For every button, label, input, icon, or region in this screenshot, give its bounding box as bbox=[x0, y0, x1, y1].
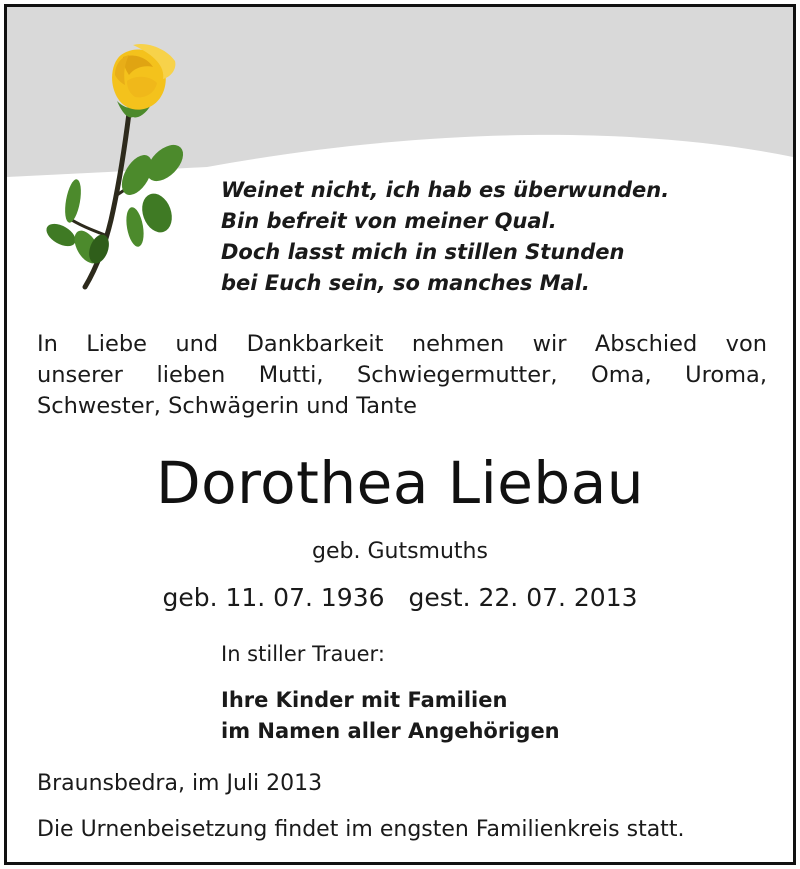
mourner-line: im Namen aller Angehörigen bbox=[221, 719, 560, 743]
mourners bbox=[221, 685, 560, 747]
death-date: gest. 22. 07. 2013 bbox=[408, 583, 638, 612]
leaf bbox=[43, 219, 80, 251]
mourner-line: Ihre Kinder mit Familien bbox=[221, 688, 508, 712]
maiden-name: geb. Gutsmuths bbox=[312, 539, 488, 564]
poem-line: Weinet nicht, ich hab es überwunden. bbox=[221, 178, 670, 202]
poem-line: bei Euch sein, so manches Mal. bbox=[221, 271, 590, 295]
farewell-intro bbox=[37, 329, 767, 422]
poem bbox=[221, 175, 669, 299]
funeral-note: Die Urnenbeisetzung findet im engsten Familienkreis statt. bbox=[37, 817, 685, 842]
leaf bbox=[62, 178, 83, 224]
life-dates bbox=[7, 581, 793, 615]
intro-line: In Liebe und Dankbarkeit nehmen wir Abschied von bbox=[37, 331, 767, 357]
deceased-name: Dorothea Liebau bbox=[155, 449, 645, 517]
poem-line: Bin befreit von meiner Qual. bbox=[221, 209, 557, 233]
poem-line: Doch lasst mich in stillen Stunden bbox=[221, 240, 625, 264]
birth-date: geb. 11. 07. 1936 bbox=[162, 583, 385, 612]
place-date: Braunsbedra, im Juli 2013 bbox=[37, 771, 323, 796]
obituary-card bbox=[4, 4, 796, 865]
intro-line: unserer lieben Mutti, Schwiegermutter, Oma, Uroma, bbox=[37, 362, 767, 388]
intro-line: Schwester, Schwägerin und Tante bbox=[37, 393, 417, 419]
yellow-rose-icon bbox=[37, 35, 197, 295]
mourning-label: In stiller Trauer: bbox=[221, 642, 385, 666]
